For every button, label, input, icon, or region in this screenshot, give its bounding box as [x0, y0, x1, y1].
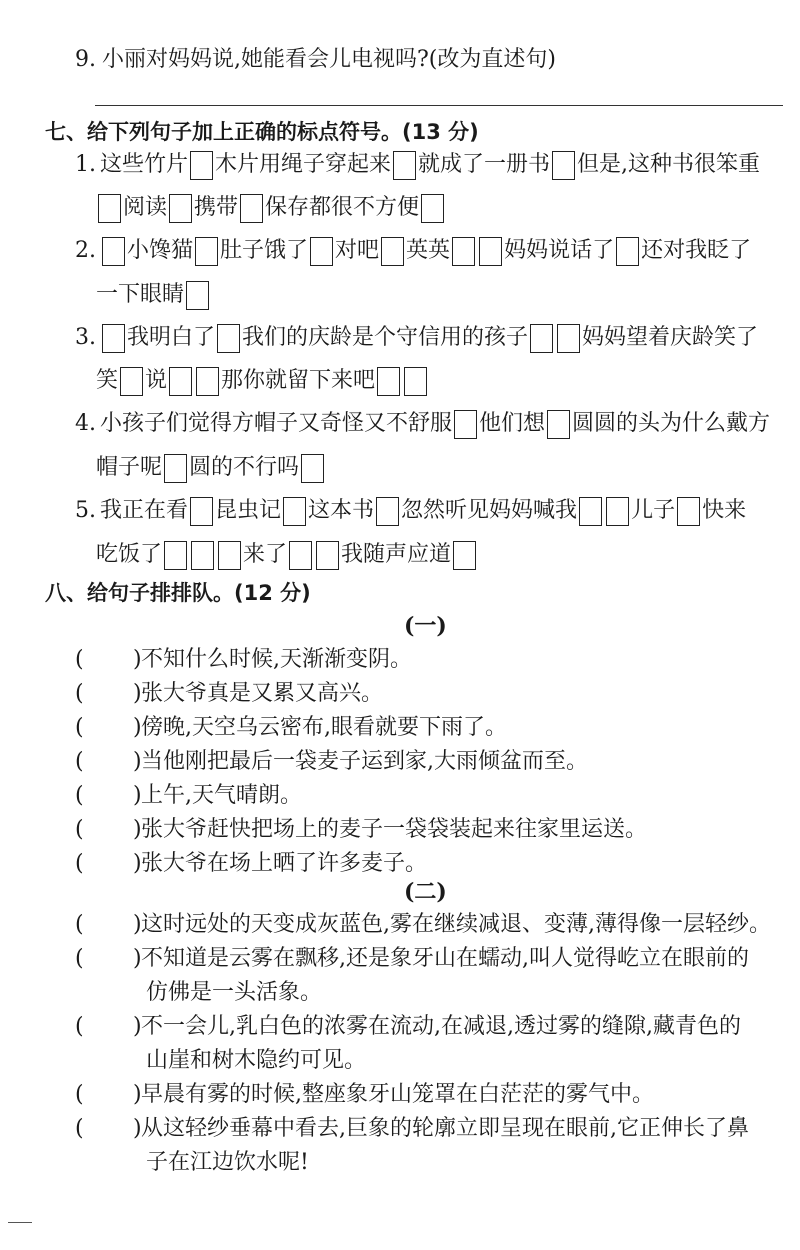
order-sentence: 山崖和树木隐约可见。	[146, 1048, 367, 1073]
punctuation-box[interactable]	[196, 367, 219, 396]
sentence-fragment: 就成了一册书	[418, 152, 551, 177]
answer-paren-close[interactable]: )	[133, 817, 142, 842]
punctuation-line	[75, 150, 760, 180]
order-sentence: 从这轻纱垂幕中看去,巨象的轮廓立即呈现在眼前,它正伸长了鼻	[141, 1116, 749, 1141]
order-sentence: 傍晚,天空乌云密布,眼看就要下雨了。	[141, 715, 507, 740]
punctuation-box[interactable]	[164, 454, 187, 483]
punctuation-line	[96, 280, 211, 310]
answer-paren-open[interactable]: (	[75, 1082, 84, 1107]
order-sentence: 张大爷真是又累又高兴。	[141, 681, 384, 706]
sentence-fragment: 帽子呢	[96, 455, 163, 480]
punctuation-box[interactable]	[283, 497, 306, 526]
order-sentence: 张大爷在场上晒了许多麦子。	[141, 851, 428, 876]
punctuation-box[interactable]	[120, 367, 143, 396]
answer-paren-close[interactable]: )	[133, 1014, 142, 1039]
order-sentence: 不知什么时候,天渐渐变阴。	[141, 647, 412, 672]
answer-paren-open[interactable]: (	[75, 1116, 84, 1141]
section-7-title: 七、给下列句子加上正确的标点符号。(13 分)	[45, 120, 479, 144]
punctuation-box[interactable]	[98, 194, 121, 223]
answer-paren-open[interactable]: (	[75, 851, 84, 876]
answer-line[interactable]	[95, 105, 783, 106]
order-sentence: 这时远处的天变成灰蓝色,雾在继续减退、变薄,薄得像一层轻纱。	[141, 912, 771, 937]
sentence-fragment: 儿子	[631, 498, 676, 523]
sentence-fragment: 这本书	[308, 498, 375, 523]
punctuation-box[interactable]	[479, 237, 502, 266]
answer-paren-open[interactable]: (	[75, 817, 84, 842]
sentence-fragment: 来了	[243, 542, 288, 567]
order-sentence: 不一会儿,乳白色的浓雾在流动,在减退,透过雾的缝隙,藏青色的	[141, 1014, 741, 1039]
question-number: 9.	[75, 47, 96, 72]
sentence-fragment: 一下眼睛	[96, 282, 185, 307]
sentence-fragment: 他们想	[479, 411, 546, 436]
punctuation-line	[96, 540, 478, 570]
punctuation-box[interactable]	[377, 367, 400, 396]
sentence-fragment: 对吧	[335, 238, 380, 263]
sentence-fragment: 妈妈望着庆龄笑了	[582, 325, 759, 350]
punctuation-line	[75, 496, 746, 526]
punctuation-box[interactable]	[195, 237, 218, 266]
punctuation-box[interactable]	[677, 497, 700, 526]
sentence-fragment: 快来	[702, 498, 747, 523]
punctuation-box[interactable]	[452, 237, 475, 266]
punctuation-box[interactable]	[376, 497, 399, 526]
answer-paren-open[interactable]: (	[75, 647, 84, 672]
group-1-label: (一)	[404, 613, 447, 639]
item-number: 4.	[75, 411, 96, 436]
punctuation-box[interactable]	[240, 194, 263, 223]
punctuation-box[interactable]	[316, 541, 339, 570]
punctuation-line	[75, 236, 751, 266]
answer-paren-open[interactable]: (	[75, 749, 84, 774]
order-sentence: 张大爷赶快把场上的麦子一袋袋装起来往家里运送。	[141, 817, 648, 842]
sentence-fragment: 笑	[96, 368, 119, 393]
punctuation-box[interactable]	[186, 281, 209, 310]
sentence-fragment: 我明白了	[127, 325, 216, 350]
punctuation-box[interactable]	[310, 237, 333, 266]
sentence-fragment: 还对我眨了	[641, 238, 752, 263]
answer-paren-open[interactable]: (	[75, 1014, 84, 1039]
punctuation-box[interactable]	[301, 454, 324, 483]
sentence-fragment: 妈妈说话了	[504, 238, 615, 263]
punctuation-line	[75, 323, 758, 353]
answer-paren-open[interactable]: (	[75, 715, 84, 740]
answer-paren-close[interactable]: )	[133, 715, 142, 740]
punctuation-box[interactable]	[191, 541, 214, 570]
punctuation-box[interactable]	[579, 497, 602, 526]
order-sentence: 子在江边饮水呢!	[146, 1150, 309, 1175]
punctuation-box[interactable]	[393, 151, 416, 180]
punctuation-box[interactable]	[381, 237, 404, 266]
sentence-fragment: 木片用绳子穿起来	[215, 152, 392, 177]
punctuation-box[interactable]	[453, 541, 476, 570]
punctuation-box[interactable]	[289, 541, 312, 570]
answer-paren-open[interactable]: (	[75, 783, 84, 808]
answer-paren-close[interactable]: )	[133, 783, 142, 808]
punctuation-box[interactable]	[102, 237, 125, 266]
punctuation-line	[96, 366, 429, 396]
sentence-fragment: 小馋猫	[127, 238, 194, 263]
answer-paren-close[interactable]: )	[133, 1116, 142, 1141]
sentence-fragment: 这些竹片	[100, 152, 189, 177]
punctuation-box[interactable]	[169, 194, 192, 223]
order-sentence: 早晨有雾的时候,整座象牙山笼罩在白茫茫的雾气中。	[141, 1082, 654, 1107]
sentence-fragment: 小孩子们觉得方帽子又奇怪又不舒服	[100, 411, 453, 436]
order-sentence: 上午,天气晴朗。	[141, 783, 302, 808]
answer-paren-close[interactable]: )	[133, 946, 142, 971]
question-9	[75, 45, 556, 75]
item-number: 5.	[75, 498, 96, 523]
punctuation-box[interactable]	[421, 194, 444, 223]
punctuation-box[interactable]	[218, 541, 241, 570]
sentence-fragment: 忽然听见妈妈喊我	[401, 498, 578, 523]
answer-paren-close[interactable]: )	[133, 681, 142, 706]
sentence-fragment: 说	[145, 368, 168, 393]
punctuation-box[interactable]	[102, 324, 125, 353]
punctuation-box[interactable]	[530, 324, 553, 353]
punctuation-box[interactable]	[217, 324, 240, 353]
sentence-fragment: 那你就留下来吧	[221, 368, 376, 393]
punctuation-box[interactable]	[190, 497, 213, 526]
sentence-fragment: 吃饭了	[96, 542, 163, 567]
sentence-fragment: 我们的庆龄是个守信用的孩子	[242, 325, 529, 350]
punctuation-box[interactable]	[547, 410, 570, 439]
section-8-title: 八、给句子排排队。(12 分)	[45, 581, 311, 605]
question-text: 小丽对妈妈说,她能看会儿电视吗?(改为直述句)	[102, 47, 556, 72]
sentence-fragment: 携带	[194, 195, 239, 220]
sentence-fragment: 昆虫记	[215, 498, 282, 523]
punctuation-box[interactable]	[404, 367, 427, 396]
sentence-fragment: 圆的不行吗	[189, 455, 300, 480]
answer-paren-open[interactable]: (	[75, 946, 84, 971]
sentence-fragment: 圆圆的头为什么戴方	[572, 411, 771, 436]
punctuation-box[interactable]	[616, 237, 639, 266]
punctuation-box[interactable]	[169, 367, 192, 396]
sentence-fragment: 我随声应道	[341, 542, 452, 567]
sentence-fragment: 英英	[406, 238, 451, 263]
answer-paren-close[interactable]: )	[133, 647, 142, 672]
order-sentence: 当他刚把最后一袋麦子运到家,大雨倾盆而至。	[141, 749, 588, 774]
punctuation-box[interactable]	[552, 151, 575, 180]
item-number: 2.	[75, 238, 96, 263]
item-number: 3.	[75, 325, 96, 350]
sentence-fragment: 阅读	[123, 195, 168, 220]
punctuation-box[interactable]	[454, 410, 477, 439]
answer-paren-open[interactable]: (	[75, 681, 84, 706]
answer-paren-open[interactable]: (	[75, 912, 84, 937]
item-number: 1.	[75, 152, 96, 177]
order-sentence: 仿佛是一头活象。	[146, 980, 323, 1005]
punctuation-line	[75, 409, 770, 439]
answer-paren-close[interactable]: )	[133, 749, 142, 774]
punctuation-box[interactable]	[164, 541, 187, 570]
punctuation-box[interactable]	[190, 151, 213, 180]
answer-paren-close[interactable]: )	[133, 851, 142, 876]
sentence-fragment: 肚子饿了	[220, 238, 309, 263]
group-2-label: (二)	[404, 879, 447, 905]
sentence-fragment: 我正在看	[100, 498, 189, 523]
punctuation-line	[96, 453, 326, 483]
page-corner-mark	[8, 1222, 32, 1223]
punctuation-box[interactable]	[606, 497, 629, 526]
sentence-fragment: 保存都很不方便	[265, 195, 420, 220]
punctuation-box[interactable]	[557, 324, 580, 353]
punctuation-line	[96, 193, 446, 223]
answer-paren-close[interactable]: )	[133, 1082, 142, 1107]
sentence-fragment: 但是,这种书很笨重	[577, 152, 761, 177]
answer-paren-close[interactable]: )	[133, 912, 142, 937]
order-sentence: 不知道是云雾在飘移,还是象牙山在蠕动,叫人觉得屹立在眼前的	[141, 946, 749, 971]
